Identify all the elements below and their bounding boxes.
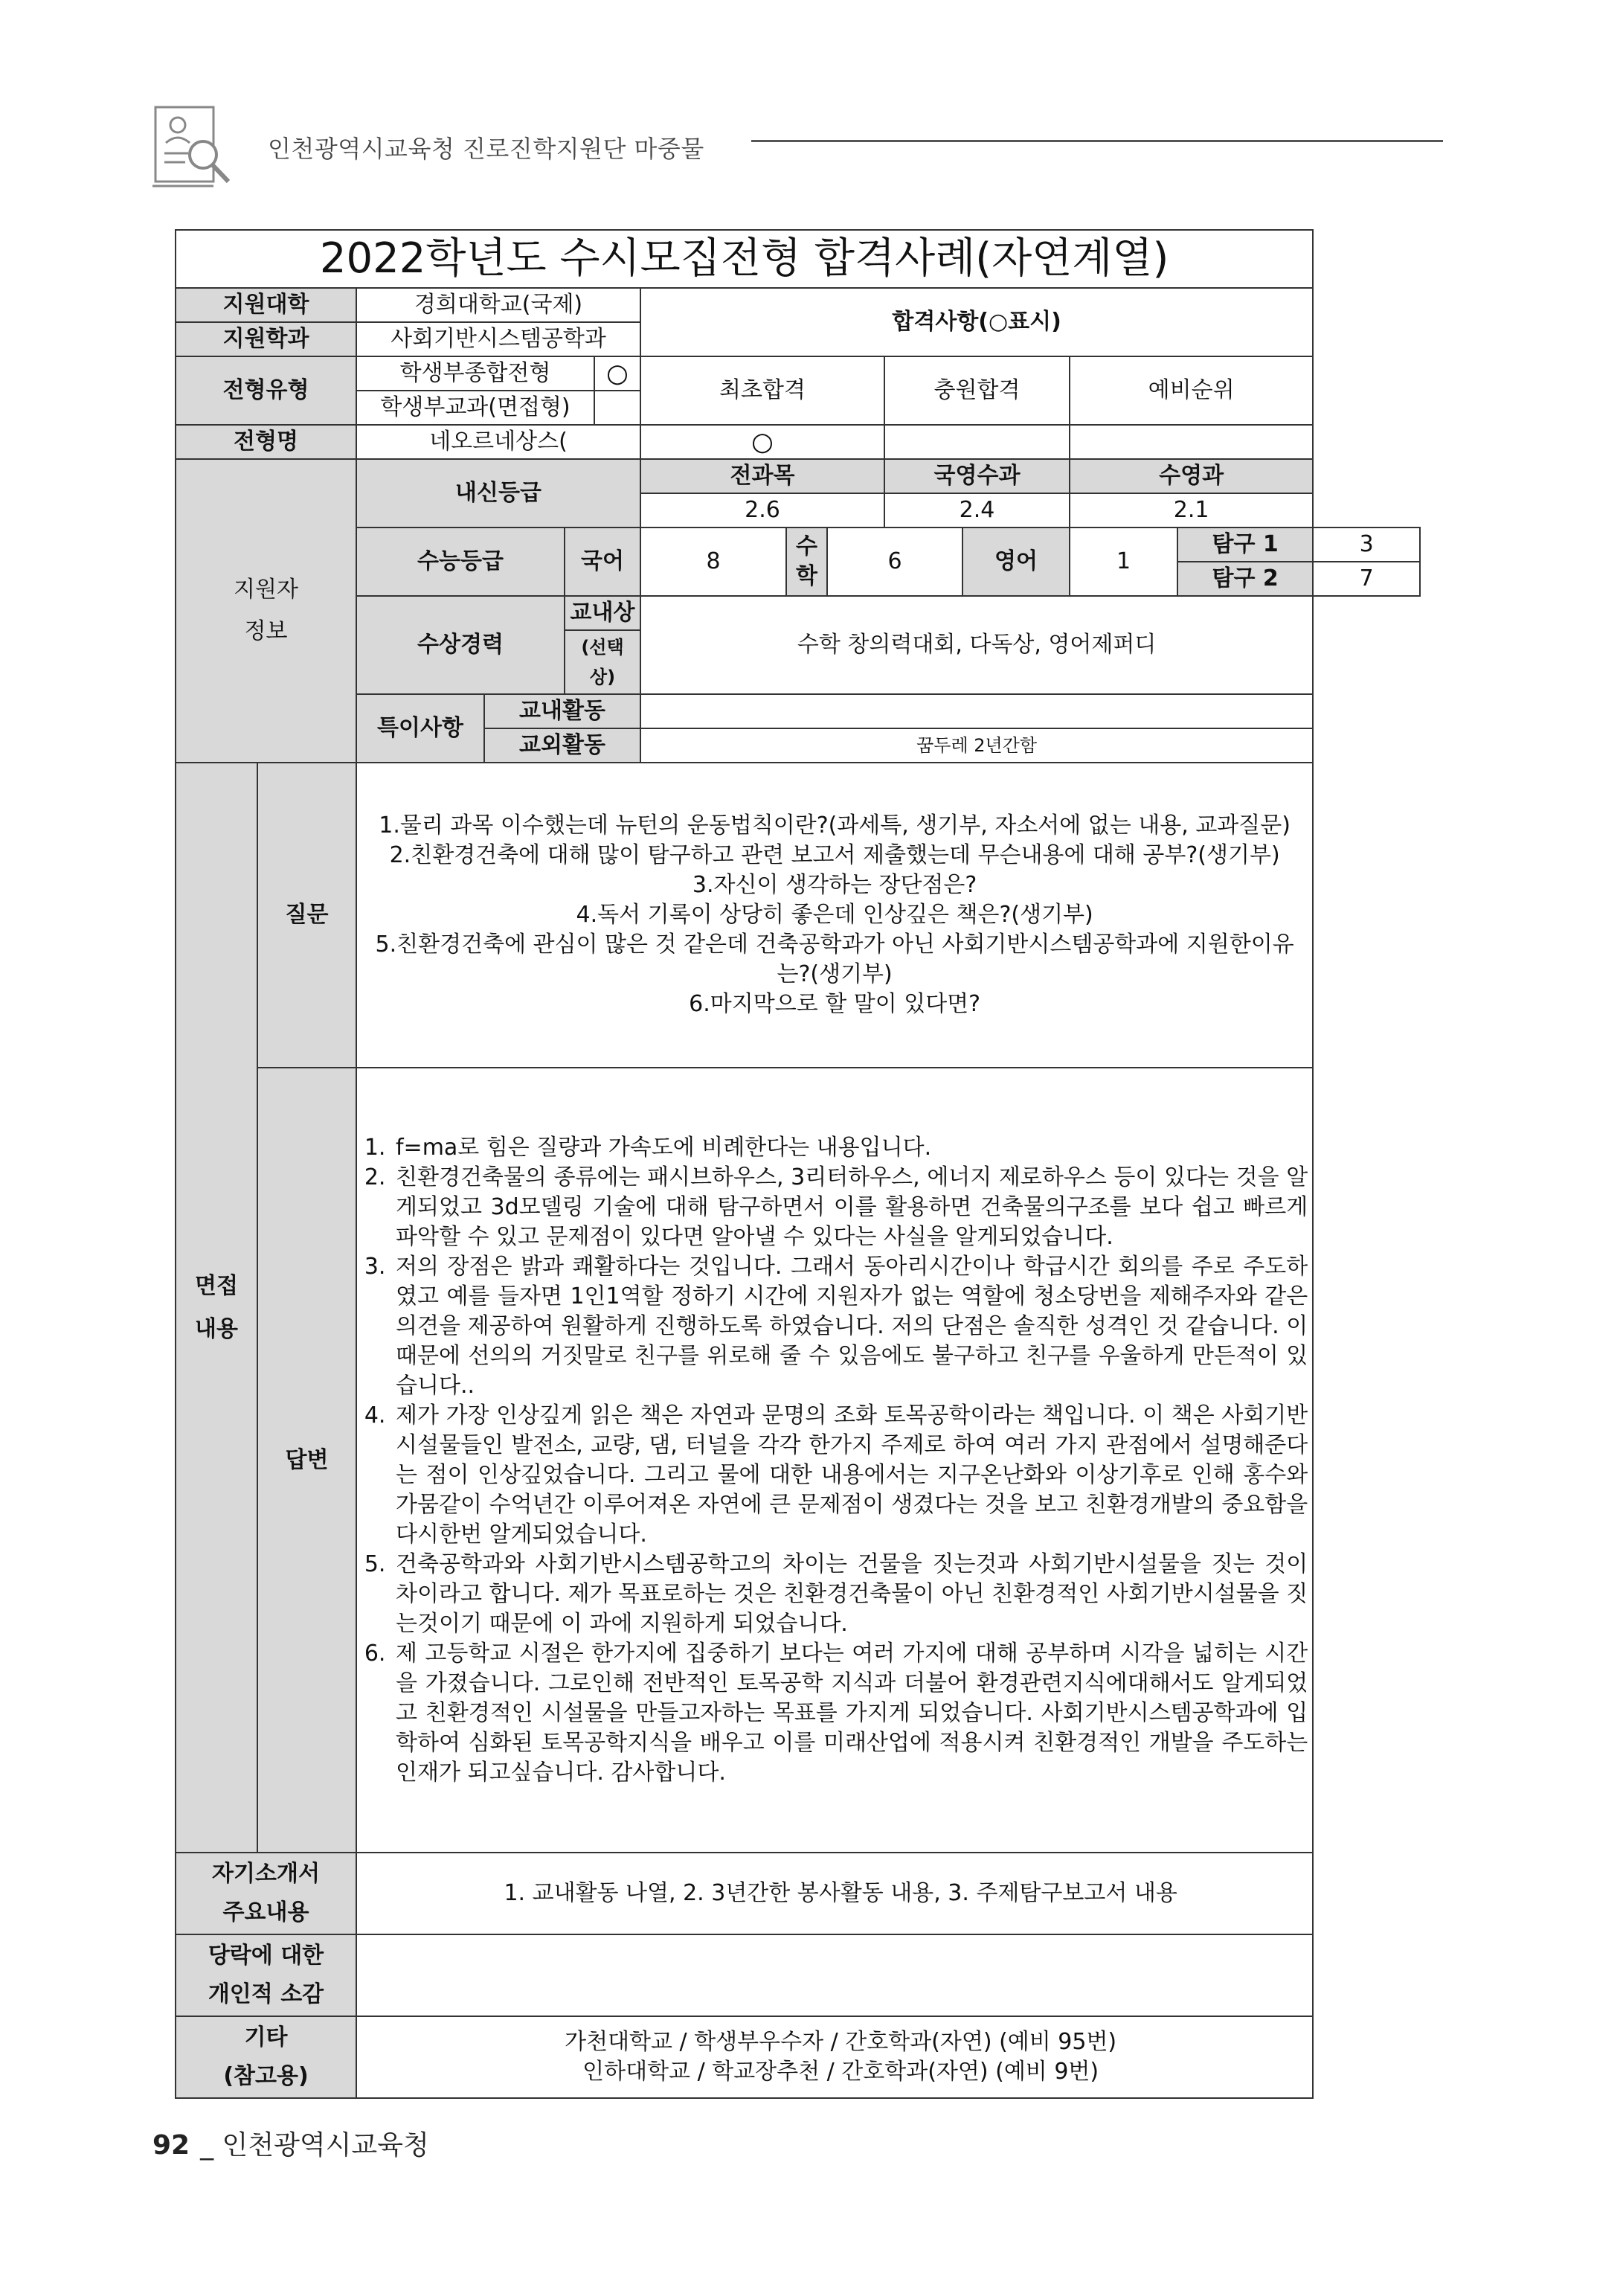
gpa-all-value: 2.6 [640, 493, 884, 527]
etc-item: 인하대학교 / 학교장추천 / 간호학과(자연) (예비 9번) [582, 2059, 1099, 2085]
self-intro-value: 1. 교내활동 나열, 2. 3년간한 봉사활동 내용, 3. 주제탐구보고서 내용 [356, 1853, 1313, 1934]
first-pass-label: 최초합격 [640, 356, 884, 425]
csat-english-value: 1 [1070, 527, 1177, 596]
label-university: 지원대학 [176, 288, 356, 322]
label-self-intro: 자기소개서 주요내용 [176, 1853, 356, 1934]
etc-cell [356, 2016, 1313, 2098]
type1-mark: ○ [594, 356, 640, 391]
label-selected: (선택상) [565, 630, 640, 694]
type2-value: 학생부교과(면접형) [356, 391, 594, 425]
university-value: 경희대학교(국제) [356, 288, 640, 322]
label-admission-name: 전형명 [176, 425, 356, 459]
first-pass-mark: ○ [640, 425, 884, 459]
csat-inq1-value: 3 [1313, 527, 1420, 562]
in-activities-value [640, 694, 1313, 728]
label-admission-type: 전형유형 [176, 356, 356, 425]
question-item: 1.물리 과목 이수했는데 뉴턴의 운동법칙이란?(과세특, 생기부, 자소서에 없는 내용, 교과질문) [379, 812, 1291, 838]
label-csat: 수능등급 [356, 527, 565, 596]
answers-list [361, 1133, 1308, 1788]
department-value: 사회기반시스템공학과 [356, 322, 640, 356]
question-item: 3.자신이 생각하는 장단점은? [692, 872, 977, 898]
header-org-text: 인천광역시교육청 진로진학지원단 마중물 [268, 135, 704, 163]
header-divider [751, 140, 1443, 142]
label-special: 특이사항 [356, 694, 484, 763]
label-interview: 면접 내용 [176, 763, 257, 1853]
csat-inq2-value: 7 [1313, 562, 1420, 596]
question-item: 5.친환경건축에 관심이 많은 것 같은데 건축공학과가 아닌 사회기반시스템공학과에 지원한이유는?(생기부) [375, 931, 1294, 987]
answer-item: 6. 제 고등학교 시절은 한가지에 집중하기 보다는 여러 가지에 대해 공부하며 시각을 넓히는 시간을 가졌습니다. 그로인해 전반적인 토목공학 지식과 더불어 환경관련지식에대해서도 알게되었고 친환경적인 시설물을 만들고자하는 목표를 가지게 되었습니다. 사회기반시스템공학과에 입학하여 심화된 토목공학지식을 배우고 이를 미래산업에 적용시켜 친환경적인 개발을 주도하는 인재가 되고싶습니다. 감사합니다. [393, 1639, 1308, 1788]
label-out-activities: 교외활동 [484, 728, 640, 763]
questions-cell [356, 763, 1313, 1068]
csat-korean-value: 8 [640, 527, 786, 596]
waitlist-value [1070, 425, 1313, 459]
answer-item: 5. 건축공학과와 사회기반시스템공학고의 차이는 건물을 짓는것과 사회기반시설물을 짓는 것이 차이라고 합니다. 제가 목표로하는 것은 친환경건축물이 아닌 친환경적인 사회기반시설물을 짓는것이기 때문에 이 과에 지원하게 되었습니다. [393, 1550, 1308, 1639]
opinion-value [356, 1934, 1313, 2016]
gpa-mes-value: 2.1 [1070, 493, 1313, 527]
csat-math-value: 6 [827, 527, 962, 596]
page-number: 92 [152, 2130, 190, 2161]
question-item: 4.독서 기록이 상당히 좋은데 인상깊은 책은?(생기부) [576, 902, 1093, 928]
label-awards: 수상경력 [356, 596, 565, 694]
label-korean: 국어 [565, 527, 640, 596]
answer-item: 1. f=ma로 힘은 질량과 가속도에 비례한다는 내용입니다. [393, 1133, 1308, 1163]
label-kor-eng-soc: 국영수과 [884, 459, 1070, 493]
answer-item: 2. 친환경건축물의 종류에는 패시브하우스, 3리터하우스, 에너지 제로하우스 등이 있다는 것을 알게되었고 3d모델링 기술에 대해 탐구하면서 이를 활용하면 건축물의구조를 보다 쉽고 빠르게 파악할 수 있고 문제점이 있다면 알아낼 수 있다는 사실을 알게되었습니다. [393, 1163, 1308, 1252]
label-applicant-info: 지원자 정보 [176, 459, 356, 763]
page-footer [152, 2124, 429, 2162]
label-all-subjects: 전과목 [640, 459, 884, 493]
table-title: 2022학년도 수시모집전형 합격사례(자연계열) [176, 230, 1313, 288]
admission-case-table [175, 229, 1421, 2099]
etc-item: 가천대학교 / 학생부우수자 / 간호학과(자연) (예비 95번) [565, 2029, 1117, 2055]
label-department: 지원학과 [176, 322, 356, 356]
label-answer: 답변 [257, 1068, 356, 1853]
answers-cell [356, 1068, 1313, 1853]
label-in-activities: 교내활동 [484, 694, 640, 728]
label-math-eng-sci: 수영과 [1070, 459, 1313, 493]
awards-value: 수학 창의력대회, 다독상, 영어제퍼디 [640, 596, 1313, 694]
label-gpa: 내신등급 [356, 459, 640, 527]
additional-pass-label: 충원합격 [884, 356, 1070, 425]
answer-item: 4. 제가 가장 인상깊게 읽은 책은 자연과 문명의 조화 토목공학이라는 책입니다. 이 책은 사회기반시설물들인 발전소, 교량, 댐, 터널을 각각 한가지 주제로 하여 여러 가지 관점에서 설명해준다는 점이 인상깊었습니다. 그리고 물에 대한 내용에서는 지구온난화와 이상기후로 인해 홍수와가뭄같이 수억년간 이루어져온 자연에 큰 문제점이 생겼다는 것을 보고 친환경개발의 중요함을 다시한번 알게되었습니다. [393, 1401, 1308, 1550]
type1-value: 학생부종합전형 [356, 356, 594, 391]
label-etc: 기타 (참고용) [176, 2016, 356, 2098]
additional-pass-mark [884, 425, 1070, 459]
label-english: 영어 [962, 527, 1070, 596]
label-inquiry2: 탐구 2 [1177, 562, 1313, 596]
label-inquiry1: 탐구 1 [1177, 527, 1313, 562]
question-item: 6.마지막으로 할 말이 있다면? [689, 991, 981, 1017]
question-item: 2.친환경건축에 대해 많이 탐구하고 관련 보고서 제출했는데 무슨내용에 대해 공부?(생기부) [389, 842, 1280, 868]
gpa-kes-value: 2.4 [884, 493, 1070, 527]
answer-item: 3. 저의 장점은 밝과 쾌활하다는 것입니다. 그래서 동아리시간이나 학급시간 회의를 주로 주도하였고 예를 들자면 1인1역할 정하기 시간에 지원자가 없는 역할에 청소당번을 제해주자와 같은 의견을 제공하여 원활하게 진행하도록 하였습니다. 저의 단점은 솔직한 성격인 것 같습니다. 이 때문에 선의의 거짓말로 친구를 위로해 줄 수 있음에도 불구하고 친구를 우울하게 만든적이 있습니다.. [393, 1252, 1308, 1401]
type2-mark [594, 391, 640, 425]
result-header: 합격사항(○표시) [640, 288, 1313, 356]
document-search-icon [152, 104, 234, 190]
label-opinion: 당락에 대한 개인적 소감 [176, 1934, 356, 2016]
label-math: 수학 [786, 527, 827, 596]
waitlist-label: 예비순위 [1070, 356, 1313, 425]
label-question: 질문 [257, 763, 356, 1068]
label-in-school: 교내상 [565, 596, 640, 630]
admission-name-value: 네오르네상스( [356, 425, 640, 459]
out-activities-value: 꿈두레 2년간함 [640, 728, 1313, 763]
footer-text: _ 인천광역시교육청 [200, 2130, 429, 2161]
